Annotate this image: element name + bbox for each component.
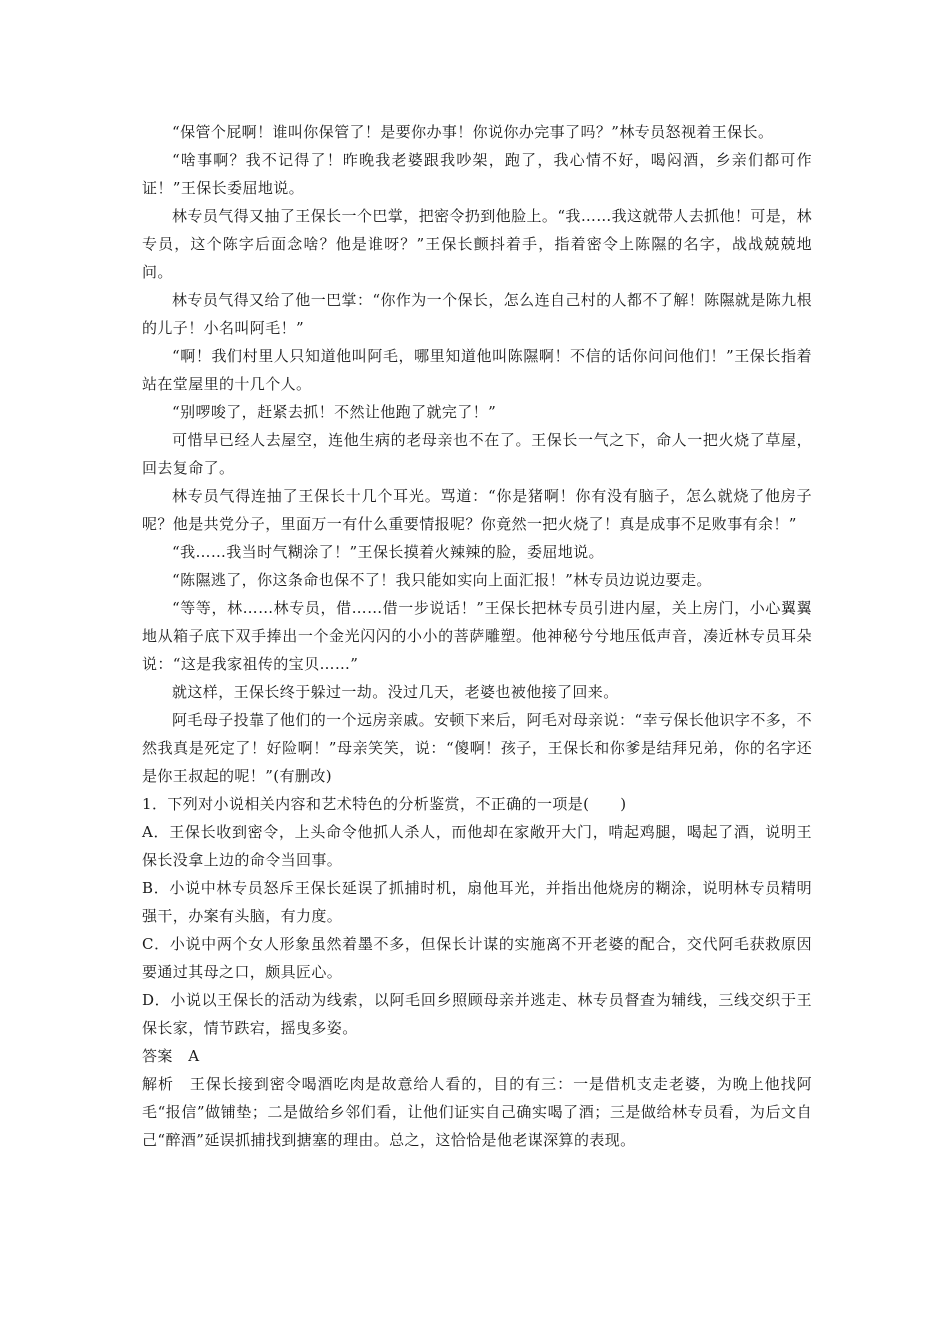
story-paragraph: “啥事啊？我不记得了！昨晚我老婆跟我吵架，跑了，我心情不好，喝闷酒，乡亲们都可作证！”王保长委屈地说。 bbox=[142, 151, 812, 197]
story-text bbox=[142, 118, 812, 790]
story-paragraph: “陈隰逃了，你这条命也保不了！我只能如实向上面汇报！”林专员边说边要走。 bbox=[172, 571, 712, 589]
story-paragraph: “啊！我们村里人只知道他叫阿毛，哪里知道他叫陈隰啊！不信的话你问问他们！”王保长指着站在堂屋里的十几个人。 bbox=[142, 347, 812, 393]
story-paragraph: 林专员气得又给了他一巴掌：“你作为一个保长，怎么连自己村的人都不了解！陈隰就是陈九根的儿子！小名叫阿毛！” bbox=[142, 291, 812, 337]
story-paragraph: “等等，林……林专员，借……借一步说话！”王保长把林专员引进内屋，关上房门，小心翼翼地从箱子底下双手捧出一个金光闪闪的小小的菩萨雕塑。他神秘兮兮地压低声音，凑近林专员耳朵说：“这是我家祖传的宝贝……” bbox=[142, 599, 812, 673]
analysis-text: 解析 王保长接到密令喝酒吃肉是故意给人看的，目的有三：一是借机支走老婆，为晚上他找阿毛“报信”做铺垫；二是做给乡邻们看，让他们证实自己确实喝了酒；三是做给林专员看，为后文自己“醉酒”延误抓捕找到搪塞的理由。总之，这恰恰是他老谋深算的表现。 bbox=[142, 1075, 812, 1149]
story-paragraph: 林专员气得又抽了王保长一个巴掌，把密令扔到他脸上。“我……我这就带人去抓他！可是，林专员，这个陈字后面念啥？他是谁呀？”王保长颤抖着手，指着密令上陈隰的名字，战战兢兢地问。 bbox=[142, 207, 812, 281]
story-paragraph: 阿毛母子投靠了他们的一个远房亲戚。安顿下来后，阿毛对母亲说：“幸亏保长他识字不多，不然我真是死定了！好险啊！”母亲笑笑，说：“傻啊！孩子，王保长和你爹是结拜兄弟，你的名字还是你王叔起的呢！”(有删改) bbox=[142, 711, 812, 785]
story-paragraph: 就这样，王保长终于躲过一劫。没过几天，老婆也被他接了回来。 bbox=[172, 683, 619, 701]
question-option-d: D．小说以王保长的活动为线索，以阿毛回乡照顾母亲并逃走、林专员督查为辅线，三线交织于王保长家，情节跌宕，摇曳多姿。 bbox=[142, 991, 812, 1037]
question-option-c: C．小说中两个女人形象虽然着墨不多，但保长计谋的实施离不开老婆的配合，交代阿毛获救原因要通过其母之口，颇具匠心。 bbox=[142, 935, 812, 981]
story-paragraph: “别啰唆了，赶紧去抓！不然让他跑了就完了！” bbox=[172, 403, 497, 421]
question-option-a: A．王保长收到密令，上头命令他抓人杀人，而他却在家敞开大门，啃起鸡腿，喝起了酒，说明王保长没拿上边的命令当回事。 bbox=[142, 823, 812, 869]
answer-text: 答案 A bbox=[142, 1047, 200, 1065]
story-paragraph: 可惜早已经人去屋空，连他生病的老母亲也不在了。王保长一气之下，命人一把火烧了草屋，回去复命了。 bbox=[142, 431, 812, 477]
question-option-b: B．小说中林专员怒斥王保长延误了抓捕时机，扇他耳光，并指出他烧房的糊涂，说明林专员精明强干，办案有头脑，有力度。 bbox=[142, 879, 812, 925]
question-stem: 1．下列对小说相关内容和艺术特色的分析鉴赏，不正确的一项是( ) bbox=[142, 795, 627, 813]
answer-block bbox=[142, 1042, 812, 1154]
document-page bbox=[142, 118, 812, 1154]
question-block bbox=[142, 790, 812, 1042]
story-paragraph: “我……我当时气糊涂了！”王保长摸着火辣辣的脸，委屈地说。 bbox=[172, 543, 604, 561]
story-paragraph: “保管个屁啊！谁叫你保管了！是要你办事！你说你办完事了吗？”林专员怒视着王保长。 bbox=[172, 123, 774, 141]
story-paragraph: 林专员气得连抽了王保长十几个耳光。骂道：“你是猪啊！你有没有脑子，怎么就烧了他房子呢？他是共党分子，里面万一有什么重要情报呢？你竟然一把火烧了！真是成事不足败事有余！” bbox=[142, 487, 812, 533]
